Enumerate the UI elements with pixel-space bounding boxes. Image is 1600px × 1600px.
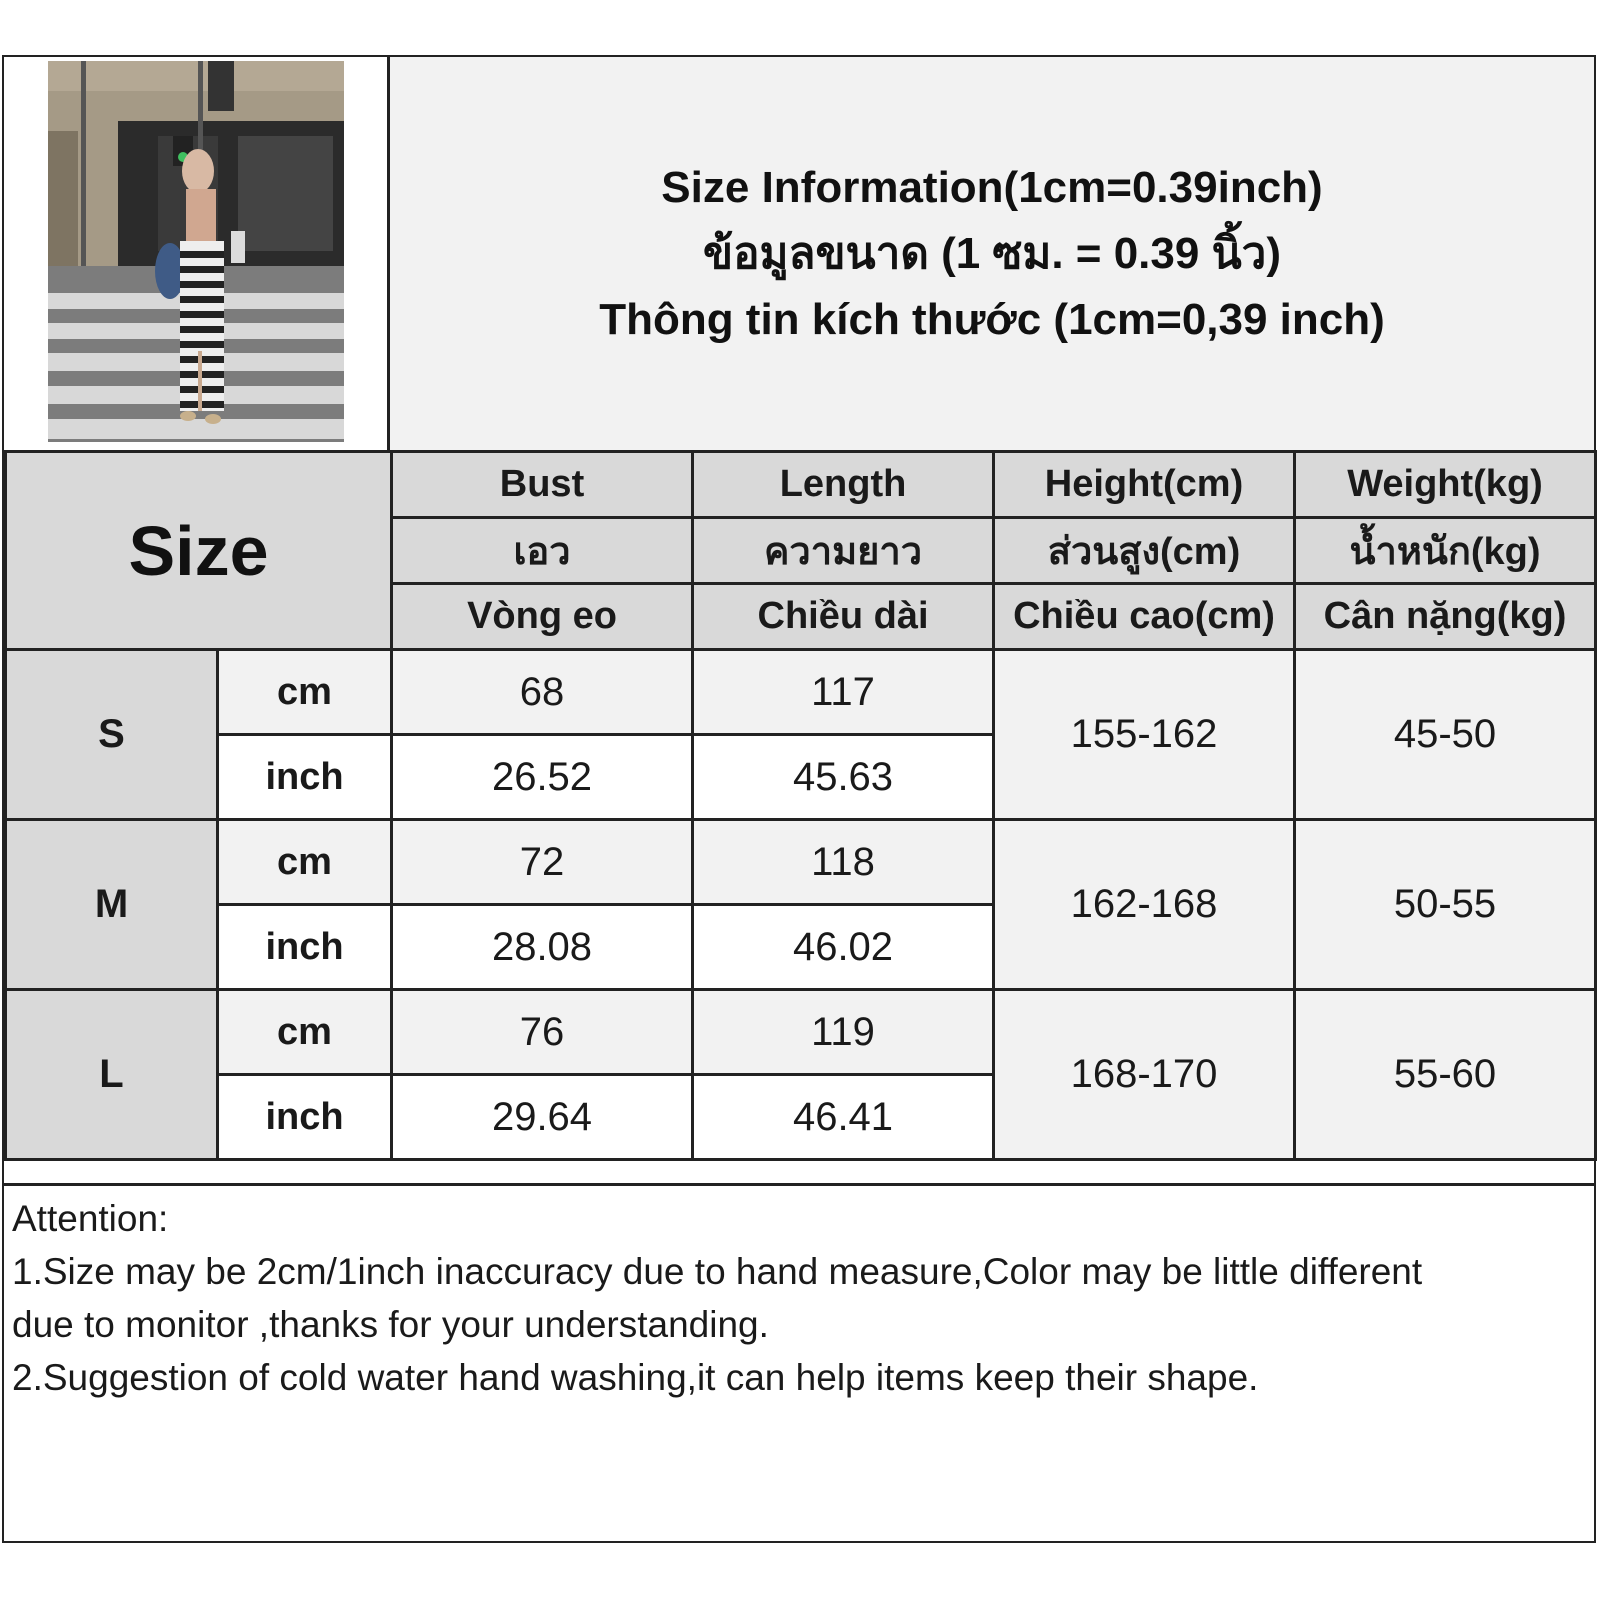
bust-inch: 26.52 bbox=[392, 735, 693, 820]
table-row bbox=[6, 650, 1596, 735]
height-range: 155-162 bbox=[994, 650, 1295, 820]
column-header-length-thai: ความยาว bbox=[693, 518, 994, 584]
column-header-weight-thai: น้ำหนัก(kg) bbox=[1295, 518, 1596, 584]
column-header-height: Height(cm) bbox=[994, 452, 1295, 518]
size-table bbox=[4, 450, 1597, 1161]
length-cm: 119 bbox=[693, 990, 994, 1075]
header-row-english bbox=[6, 452, 1596, 518]
size-label-s: S bbox=[6, 650, 218, 820]
title-block bbox=[390, 57, 1594, 450]
unit-inch: inch bbox=[218, 905, 392, 990]
title-vietnamese: Thông tin kích thước (1cm=0,39 inch) bbox=[599, 294, 1385, 344]
weight-range: 50-55 bbox=[1295, 820, 1596, 990]
notes-heading: Attention: bbox=[12, 1198, 169, 1239]
column-header-bust-thai: เอว bbox=[392, 518, 693, 584]
column-header-weight: Weight(kg) bbox=[1295, 452, 1596, 518]
title-english: Size Information(1cm=0.39inch) bbox=[661, 162, 1323, 212]
column-header-bust-vi: Vòng eo bbox=[392, 584, 693, 650]
note-1-line-2: due to monitor ,thanks for your understanding. bbox=[12, 1304, 769, 1345]
table-row bbox=[6, 820, 1596, 905]
unit-inch: inch bbox=[218, 735, 392, 820]
bust-inch: 28.08 bbox=[392, 905, 693, 990]
bust-cm: 72 bbox=[392, 820, 693, 905]
unit-cm: cm bbox=[218, 820, 392, 905]
note-1-line-1: 1.Size may be 2cm/1inch inaccuracy due to hand measure,Color may be little different bbox=[12, 1251, 1423, 1292]
weight-range: 45-50 bbox=[1295, 650, 1596, 820]
length-cm: 117 bbox=[693, 650, 994, 735]
size-label-m: M bbox=[6, 820, 218, 990]
length-cm: 118 bbox=[693, 820, 994, 905]
title-thai: ข้อมูลขนาด (1 ซม. = 0.39 นิ้ว) bbox=[702, 228, 1281, 278]
weight-range: 55-60 bbox=[1295, 990, 1596, 1160]
unit-cm: cm bbox=[218, 650, 392, 735]
size-label-l: L bbox=[6, 990, 218, 1160]
height-range: 162-168 bbox=[994, 820, 1295, 990]
height-range: 168-170 bbox=[994, 990, 1295, 1160]
table-row bbox=[6, 990, 1596, 1075]
column-header-weight-vi: Cân nặng(kg) bbox=[1295, 584, 1596, 650]
unit-inch: inch bbox=[218, 1075, 392, 1160]
size-chart bbox=[2, 55, 1596, 1543]
size-header: Size bbox=[6, 452, 392, 650]
bust-cm: 68 bbox=[392, 650, 693, 735]
bust-cm: 76 bbox=[392, 990, 693, 1075]
column-header-length-vi: Chiều dài bbox=[693, 584, 994, 650]
photo-cell bbox=[4, 57, 390, 450]
attention-notes bbox=[4, 1183, 1594, 1541]
column-header-height-thai: ส่วนสูง(cm) bbox=[994, 518, 1295, 584]
length-inch: 45.63 bbox=[693, 735, 994, 820]
column-header-height-vi: Chiều cao(cm) bbox=[994, 584, 1295, 650]
model-photo bbox=[48, 61, 344, 442]
unit-cm: cm bbox=[218, 990, 392, 1075]
length-inch: 46.02 bbox=[693, 905, 994, 990]
note-2: 2.Suggestion of cold water hand washing,it can help items keep their shape. bbox=[12, 1357, 1259, 1398]
bust-inch: 29.64 bbox=[392, 1075, 693, 1160]
model-photo-icon bbox=[48, 61, 344, 442]
column-header-length: Length bbox=[693, 452, 994, 518]
length-inch: 46.41 bbox=[693, 1075, 994, 1160]
column-header-bust: Bust bbox=[392, 452, 693, 518]
